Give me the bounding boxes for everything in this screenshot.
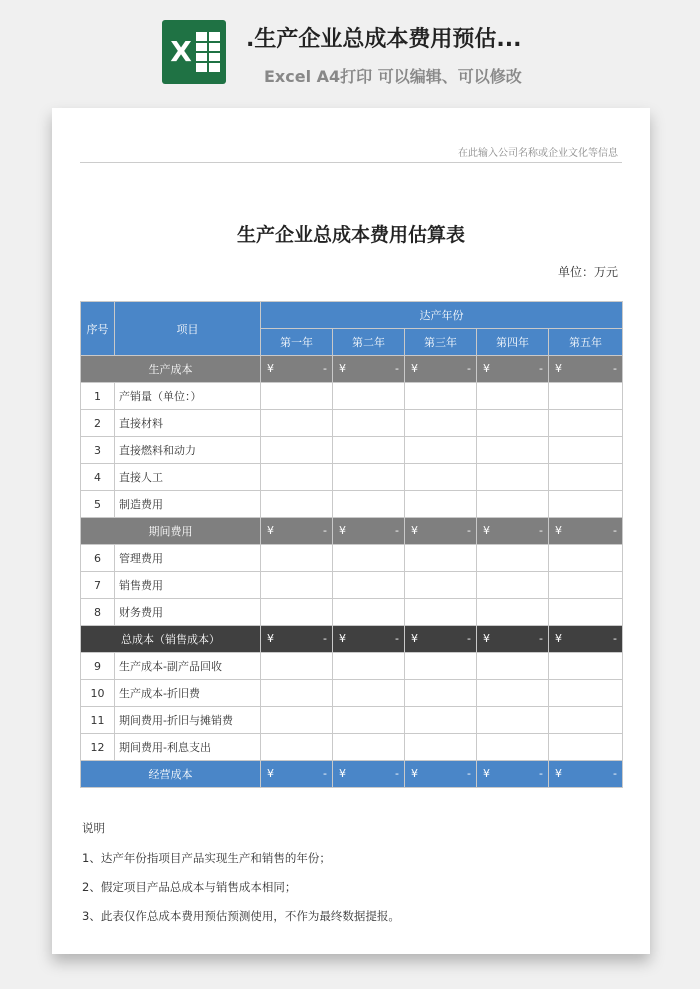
- value-cell[interactable]: [405, 653, 477, 680]
- value-cell[interactable]: [333, 653, 405, 680]
- note-1: 1、达产年份指项目产品实现生产和销售的年份；: [82, 851, 331, 865]
- excel-icon: [162, 20, 226, 84]
- amount-cell[interactable]: [333, 518, 405, 545]
- amount-cell[interactable]: [405, 761, 477, 788]
- row-item[interactable]: 财务费用: [115, 599, 261, 626]
- cost-estimate-table: [80, 301, 623, 788]
- value-cell[interactable]: [549, 437, 623, 464]
- amount-cell[interactable]: [477, 356, 549, 383]
- amount-value: -: [613, 362, 617, 375]
- amount-value: -: [467, 767, 471, 780]
- row-number: 4: [81, 464, 115, 491]
- excel-grid-glyph: [196, 32, 220, 72]
- row-item[interactable]: 制造费用: [115, 491, 261, 518]
- header-year-1: 第一年: [261, 329, 333, 356]
- notes-section: [82, 820, 400, 937]
- header-divider: [80, 162, 622, 163]
- notes-heading: 说明: [82, 821, 105, 835]
- document-page: [52, 108, 650, 954]
- row-number: 11: [81, 707, 115, 734]
- value-cell[interactable]: [477, 734, 549, 761]
- value-cell[interactable]: [261, 437, 333, 464]
- amount-value: -: [395, 632, 399, 645]
- currency-symbol: ¥: [267, 524, 274, 537]
- value-cell[interactable]: [405, 707, 477, 734]
- value-cell[interactable]: [549, 653, 623, 680]
- value-cell[interactable]: [261, 383, 333, 410]
- amount-cell[interactable]: [261, 356, 333, 383]
- row-item[interactable]: 直接人工: [115, 464, 261, 491]
- currency-symbol: ¥: [339, 362, 346, 375]
- amount-cell[interactable]: [549, 518, 623, 545]
- value-cell[interactable]: [333, 383, 405, 410]
- row-number: 6: [81, 545, 115, 572]
- row-number: 2: [81, 410, 115, 437]
- value-cell[interactable]: [261, 464, 333, 491]
- header-year-3: 第三年: [405, 329, 477, 356]
- group-label: 总成本（销售成本）: [81, 626, 261, 653]
- table-row: [81, 491, 623, 518]
- amount-value: -: [323, 524, 327, 537]
- currency-symbol: ¥: [267, 632, 274, 645]
- currency-symbol: ¥: [483, 362, 490, 375]
- currency-symbol: ¥: [555, 632, 562, 645]
- value-cell[interactable]: [477, 383, 549, 410]
- unit-label: 单位：万元: [557, 265, 618, 279]
- value-cell[interactable]: [333, 734, 405, 761]
- amount-value: -: [323, 632, 327, 645]
- amount-cell[interactable]: [477, 626, 549, 653]
- value-cell[interactable]: [477, 653, 549, 680]
- value-cell[interactable]: [405, 680, 477, 707]
- header-year-4: 第四年: [477, 329, 549, 356]
- excel-x-glyph: X: [170, 35, 192, 68]
- value-cell[interactable]: [549, 464, 623, 491]
- amount-cell[interactable]: [405, 626, 477, 653]
- row-item[interactable]: 直接燃料和动力: [115, 437, 261, 464]
- amount-cell[interactable]: [549, 761, 623, 788]
- amount-cell[interactable]: [333, 356, 405, 383]
- table-row: [81, 437, 623, 464]
- amount-cell[interactable]: [405, 356, 477, 383]
- value-cell[interactable]: [405, 437, 477, 464]
- table-row: [81, 734, 623, 761]
- value-cell[interactable]: [549, 734, 623, 761]
- value-cell[interactable]: [333, 572, 405, 599]
- value-cell[interactable]: [333, 680, 405, 707]
- value-cell[interactable]: [549, 599, 623, 626]
- row-number: 8: [81, 599, 115, 626]
- value-cell[interactable]: [333, 707, 405, 734]
- banner-subtitle: Excel A4打印 可以编辑、可以修改: [264, 67, 522, 86]
- amount-value: -: [613, 524, 617, 537]
- value-cell[interactable]: [477, 545, 549, 572]
- header-year-5: 第五年: [549, 329, 623, 356]
- value-cell[interactable]: [405, 410, 477, 437]
- amount-value: -: [467, 632, 471, 645]
- value-cell[interactable]: [333, 491, 405, 518]
- value-cell[interactable]: [261, 653, 333, 680]
- value-cell[interactable]: [549, 680, 623, 707]
- row-number: 5: [81, 491, 115, 518]
- table-header-row: [81, 302, 623, 329]
- row-item[interactable]: 管理费用: [115, 545, 261, 572]
- value-cell[interactable]: [405, 572, 477, 599]
- currency-symbol: ¥: [555, 524, 562, 537]
- document-title[interactable]: 生产企业总成本费用估算表: [236, 224, 465, 246]
- currency-symbol: ¥: [411, 524, 418, 537]
- row-number: 12: [81, 734, 115, 761]
- value-cell[interactable]: [261, 707, 333, 734]
- amount-value: -: [395, 767, 399, 780]
- amount-cell[interactable]: [549, 626, 623, 653]
- banner: [0, 0, 700, 100]
- amount-value: -: [539, 362, 543, 375]
- group-label: 经营成本: [81, 761, 261, 788]
- row-number: 9: [81, 653, 115, 680]
- table-row: [81, 680, 623, 707]
- amount-value: -: [467, 362, 471, 375]
- amount-value: -: [539, 767, 543, 780]
- currency-symbol: ¥: [339, 524, 346, 537]
- value-cell[interactable]: [333, 410, 405, 437]
- value-cell[interactable]: [261, 545, 333, 572]
- amount-value: -: [539, 632, 543, 645]
- value-cell[interactable]: [261, 491, 333, 518]
- row-number: 1: [81, 383, 115, 410]
- row-item[interactable]: 期间费用-利息支出: [115, 734, 261, 761]
- group-row-total: [81, 626, 623, 653]
- group-label: 生产成本: [81, 356, 261, 383]
- header-no: 序号: [81, 302, 115, 356]
- value-cell[interactable]: [477, 464, 549, 491]
- row-item[interactable]: 生产成本-折旧费: [115, 680, 261, 707]
- amount-value: -: [613, 632, 617, 645]
- amount-value: -: [539, 524, 543, 537]
- value-cell[interactable]: [405, 464, 477, 491]
- amount-cell[interactable]: [261, 626, 333, 653]
- banner-title: .生产企业总成本费用预估...: [246, 27, 522, 52]
- amount-value: -: [395, 524, 399, 537]
- table-row: [81, 653, 623, 680]
- currency-symbol: ¥: [483, 767, 490, 780]
- value-cell[interactable]: [333, 545, 405, 572]
- amount-cell[interactable]: [261, 518, 333, 545]
- amount-cell[interactable]: [549, 356, 623, 383]
- value-cell[interactable]: [261, 734, 333, 761]
- company-info[interactable]: 在此输入公司名称或企业文化等信息: [458, 148, 618, 159]
- header-years-group: 达产年份: [261, 302, 623, 329]
- group-label: 期间费用: [81, 518, 261, 545]
- value-cell[interactable]: [477, 410, 549, 437]
- amount-cell[interactable]: [333, 626, 405, 653]
- row-item[interactable]: 生产成本-副产品回收: [115, 653, 261, 680]
- group-row-operating: [81, 761, 623, 788]
- table-row: [81, 410, 623, 437]
- value-cell[interactable]: [477, 707, 549, 734]
- value-cell[interactable]: [477, 491, 549, 518]
- value-cell[interactable]: [477, 437, 549, 464]
- currency-symbol: ¥: [339, 767, 346, 780]
- value-cell[interactable]: [549, 410, 623, 437]
- note-3: 3、此表仅作总成本费用预估预测使用，不作为最终数据提报。: [82, 909, 400, 923]
- currency-symbol: ¥: [555, 767, 562, 780]
- value-cell[interactable]: [549, 707, 623, 734]
- table-row: [81, 464, 623, 491]
- amount-cell[interactable]: [405, 518, 477, 545]
- amount-cell[interactable]: [261, 761, 333, 788]
- row-item[interactable]: 期间费用-折旧与摊销费: [115, 707, 261, 734]
- row-number: 3: [81, 437, 115, 464]
- amount-value: -: [613, 767, 617, 780]
- amount-cell[interactable]: [333, 761, 405, 788]
- value-cell[interactable]: [405, 734, 477, 761]
- row-item[interactable]: 销售费用: [115, 572, 261, 599]
- value-cell[interactable]: [261, 599, 333, 626]
- value-cell[interactable]: [549, 383, 623, 410]
- currency-symbol: ¥: [267, 362, 274, 375]
- value-cell[interactable]: [261, 410, 333, 437]
- currency-symbol: ¥: [339, 632, 346, 645]
- value-cell[interactable]: [405, 545, 477, 572]
- table-row: [81, 599, 623, 626]
- currency-symbol: ¥: [555, 362, 562, 375]
- group-row-period: [81, 518, 623, 545]
- value-cell[interactable]: [549, 572, 623, 599]
- value-cell[interactable]: [333, 599, 405, 626]
- table-row: [81, 572, 623, 599]
- value-cell[interactable]: [261, 680, 333, 707]
- table-row: [81, 383, 623, 410]
- amount-value: -: [323, 767, 327, 780]
- table-row: [81, 545, 623, 572]
- amount-value: -: [467, 524, 471, 537]
- value-cell[interactable]: [549, 545, 623, 572]
- value-cell[interactable]: [477, 680, 549, 707]
- currency-symbol: ¥: [411, 632, 418, 645]
- header-year-2: 第二年: [333, 329, 405, 356]
- amount-value: -: [323, 362, 327, 375]
- currency-symbol: ¥: [411, 767, 418, 780]
- amount-cell[interactable]: [477, 761, 549, 788]
- value-cell[interactable]: [477, 599, 549, 626]
- amount-cell[interactable]: [477, 518, 549, 545]
- group-row-production: [81, 356, 623, 383]
- header-item: 项目: [115, 302, 261, 356]
- amount-value: -: [395, 362, 399, 375]
- row-item[interactable]: 直接材料: [115, 410, 261, 437]
- currency-symbol: ¥: [267, 767, 274, 780]
- row-number: 7: [81, 572, 115, 599]
- value-cell[interactable]: [477, 572, 549, 599]
- value-cell[interactable]: [405, 491, 477, 518]
- value-cell[interactable]: [333, 437, 405, 464]
- currency-symbol: ¥: [411, 362, 418, 375]
- table-row: [81, 707, 623, 734]
- value-cell[interactable]: [405, 599, 477, 626]
- note-2: 2、假定项目产品总成本与销售成本相同；: [82, 880, 297, 894]
- row-number: 10: [81, 680, 115, 707]
- value-cell[interactable]: [549, 491, 623, 518]
- currency-symbol: ¥: [483, 632, 490, 645]
- currency-symbol: ¥: [483, 524, 490, 537]
- row-item[interactable]: 产销量（单位：）: [115, 383, 261, 410]
- value-cell[interactable]: [261, 572, 333, 599]
- value-cell[interactable]: [405, 383, 477, 410]
- value-cell[interactable]: [333, 464, 405, 491]
